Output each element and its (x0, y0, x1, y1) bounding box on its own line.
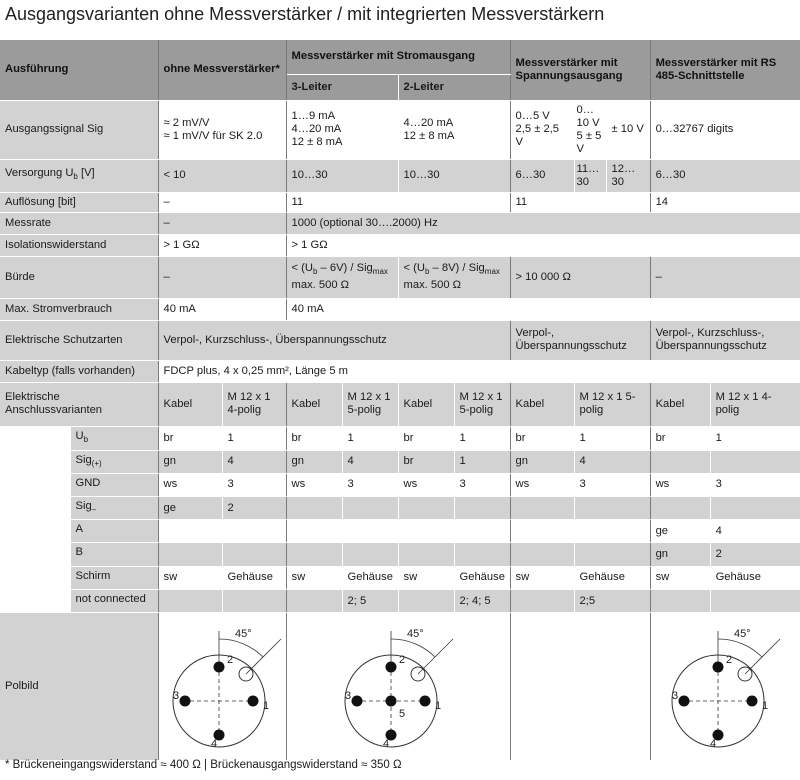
header-ausfuehrung: Ausführung (0, 40, 158, 100)
header-strom-2: 2-Leiter (398, 74, 510, 100)
isolation-rest: > 1 GΩ (286, 234, 800, 256)
aufloesung-sp: 11 (510, 192, 650, 212)
pin-cell: ws (286, 473, 342, 496)
pin-cell: gn (158, 450, 222, 473)
pin-cell: br (158, 426, 222, 450)
pin-cell (454, 520, 510, 543)
pin-cell (510, 496, 574, 519)
row-stromverbrauch (0, 298, 800, 320)
pin-4-label: 4 (710, 737, 717, 750)
kabeltyp-value: FDCP plus, 4 x 0,25 mm², Länge 5 m (158, 360, 800, 382)
messrate-rest: 1000 (optional 30….2000) Hz (286, 212, 800, 234)
pin-1-label: 1 (762, 699, 769, 712)
anschluss-h1: M 12 x 1 4-polig (222, 382, 286, 426)
pin-row (0, 450, 800, 473)
label-kabeltyp: Kabeltyp (falls vorhanden) (0, 360, 158, 382)
pin-cell: Gehäuse (574, 566, 650, 589)
pin-cell: br (510, 426, 574, 450)
stromverbrauch-ohne: 40 mA (158, 298, 286, 320)
pin-2-label: 2 (226, 653, 233, 666)
pin-row (0, 543, 800, 566)
pin-cell (574, 520, 650, 543)
label-buerde: Bürde (0, 256, 158, 298)
pin-cell: 1 (454, 450, 510, 473)
pin-cell: 4 (342, 450, 398, 473)
pin-label: Sig$_{(+)}$ (70, 450, 158, 473)
pin-assignment-rows (0, 426, 800, 613)
pin-cell: sw (158, 566, 222, 589)
pin-cell (510, 543, 574, 566)
pin-3-dot (179, 695, 190, 706)
pin-cell (286, 543, 342, 566)
pin-cell: 3 (222, 473, 286, 496)
pin-cell: 4 (574, 450, 650, 473)
header-spannung: Messverstärker mit Spannungsausgang (510, 40, 650, 100)
pin-3-label: 3 (172, 689, 179, 702)
pin-row (0, 589, 800, 612)
anschluss-h7: M 12 x 1 5-polig (574, 382, 650, 426)
pin-cell (510, 520, 574, 543)
pin-row-spacer (0, 496, 70, 519)
pin-cell: 2;5 (574, 589, 650, 612)
polbild-strom (286, 613, 510, 761)
pin-cell: gn (286, 450, 342, 473)
label-aufloesung: Auflösung [bit] (0, 192, 158, 212)
pin-cell: 3 (454, 473, 510, 496)
row-aufloesung (0, 192, 800, 212)
ausgangssignal-rs: 0…32767 digits (650, 100, 800, 159)
versorgung-sp1: 6…30 (510, 159, 574, 192)
pin-row (0, 566, 800, 589)
pin-cell (342, 496, 398, 519)
pin-cell (342, 520, 398, 543)
pin-cell: 4 (222, 450, 286, 473)
row-ausgangssignal (0, 100, 800, 159)
header-rs485: Messverstärker mit RS 485-Schnittstelle (650, 40, 800, 100)
pin-2-label: 2 (726, 653, 733, 666)
ausgangssignal-sp3: ± 10 V (606, 100, 650, 159)
label-anschluss: Elektrische Anschlussvarianten (0, 382, 158, 426)
pin-row-spacer (0, 589, 70, 612)
connector-4pin-diagram (164, 617, 287, 757)
pin-cell: 1 (710, 426, 800, 450)
pin-1-dot (420, 695, 431, 706)
pin-cell: 3 (710, 473, 800, 496)
header-ohne: ohne Messverstärker* (158, 40, 286, 100)
pin-cell (510, 589, 574, 612)
pin-cell (222, 589, 286, 612)
pin-3-label: 3 (672, 689, 679, 702)
pin-cell: sw (510, 566, 574, 589)
versorgung-rs: 6…30 (650, 159, 800, 192)
anschluss-h3: M 12 x 1 5-polig (342, 382, 398, 426)
pin-cell: sw (650, 566, 710, 589)
pin-cell: ws (158, 473, 222, 496)
pin-cell: 1 (454, 426, 510, 450)
anschluss-h9: M 12 x 1 4-polig (710, 382, 800, 426)
pin-cell: ws (398, 473, 454, 496)
stromverbrauch-rest: 40 mA (286, 298, 800, 320)
pin-row-spacer (0, 450, 70, 473)
pin-3-label: 3 (345, 689, 352, 702)
connector-4pin-diagram-rs (663, 617, 787, 757)
pin-1-label: 1 (435, 699, 442, 712)
messrate-ohne: – (158, 212, 286, 234)
row-polbild (0, 613, 800, 761)
pin-cell: ge (158, 496, 222, 519)
connector-5pin-diagram (336, 617, 460, 757)
anschluss-h4: Kabel (398, 382, 454, 426)
pin-cell (286, 520, 342, 543)
anschluss-h6: Kabel (510, 382, 574, 426)
aufloesung-rs: 14 (650, 192, 800, 212)
pin-label: GND (70, 473, 158, 496)
row-versorgung (0, 159, 800, 192)
pin-label: $U_b$ (70, 426, 158, 450)
pin-2-dot (713, 661, 724, 672)
pin-cell: 3 (574, 473, 650, 496)
pin-label: not connected (70, 589, 158, 612)
pin-row-spacer (0, 520, 70, 543)
pin-cell: br (398, 426, 454, 450)
pin-label: B (70, 543, 158, 566)
pin-3-dot (352, 695, 363, 706)
pin-5-label: 5 (399, 707, 406, 720)
ausgangssignal-sp1: 0…5 V 2,5 ± 2,5 V (510, 100, 574, 159)
pin-cell: 2 (710, 543, 800, 566)
pin-cell (574, 496, 650, 519)
pin-row-spacer (0, 543, 70, 566)
pin-cell (158, 543, 222, 566)
pin-cell: ws (510, 473, 574, 496)
aufloesung-ohne: – (158, 192, 286, 212)
pin-2-label: 2 (399, 653, 406, 666)
label-polbild: Polbild (0, 613, 158, 761)
pin-cell (398, 496, 454, 519)
pin-cell (710, 589, 800, 612)
pin-label: A (70, 520, 158, 543)
pin-cell (222, 543, 286, 566)
page-title: Ausgangsvarianten ohne Messverstärker / mit integrierten Messverstärkern (5, 4, 605, 24)
label-schutz: Elektrische Schutzarten (0, 320, 158, 360)
pin-1-label: 1 (262, 699, 269, 712)
pin-3-dot (679, 695, 690, 706)
polbild-spannung (510, 613, 650, 761)
buerde-rs: – (650, 256, 800, 298)
pin-label: Schirm (70, 566, 158, 589)
header-strom-3: 3-Leiter (286, 74, 398, 100)
header-row (0, 40, 800, 74)
angle-guide (418, 639, 453, 674)
pin-cell: Gehäuse (342, 566, 398, 589)
pin-cell (398, 543, 454, 566)
pin-row-spacer (0, 426, 70, 450)
angle-guide (246, 639, 281, 674)
pin-cell: Gehäuse (454, 566, 510, 589)
isolation-ohne: > 1 GΩ (158, 234, 286, 256)
pin-cell (574, 543, 650, 566)
pin-cell: 2; 5 (342, 589, 398, 612)
footnote: * Brückeneingangswiderstand ≈ 400 Ω | Brückenausgangswiderstand ≈ 350 Ω (5, 759, 402, 771)
pin-cell: br (650, 426, 710, 450)
anschluss-h2: Kabel (286, 382, 342, 426)
pin-cell: sw (286, 566, 342, 589)
header-strom: Messverstärker mit Stromausgang (286, 40, 510, 74)
schutz-left: Verpol-, Kurzschluss-, Überspannungsschutz (158, 320, 510, 360)
buerde-sp: > 10 000 Ω (510, 256, 650, 298)
schutz-sp: Verpol-, Überspannungsschutz (510, 320, 650, 360)
pin-4-label: 4 (210, 737, 217, 750)
anschluss-h0: Kabel (158, 382, 222, 426)
aufloesung-strom: 11 (286, 192, 510, 212)
label-messrate: Messrate (0, 212, 158, 234)
pin-cell (398, 520, 454, 543)
pin-cell: 2; 4; 5 (454, 589, 510, 612)
label-isolation: Isolationswiderstand (0, 234, 158, 256)
pin-row-spacer (0, 473, 70, 496)
pin-row (0, 496, 800, 519)
pin-4-label: 4 (383, 737, 390, 750)
pin-5-dot (386, 695, 397, 706)
pin-cell (286, 496, 342, 519)
pin-cell: sw (398, 566, 454, 589)
pin-cell: 3 (342, 473, 398, 496)
pin-cell: 1 (342, 426, 398, 450)
versorgung-strom3: 10…30 (286, 159, 398, 192)
pin-cell: ge (650, 520, 710, 543)
pin-2-dot (213, 661, 224, 672)
label-ausgangssignal: Ausgangssignal Sig (0, 100, 158, 159)
pin-cell (454, 496, 510, 519)
row-kabeltyp (0, 360, 800, 382)
anschluss-h5: M 12 x 1 5-polig (454, 382, 510, 426)
pin-1-dot (247, 695, 258, 706)
pin-cell (650, 496, 710, 519)
label-versorgung: Versorgung $U_b$ [V] (0, 159, 158, 192)
pin-cell (342, 543, 398, 566)
versorgung-ohne: < 10 (158, 159, 286, 192)
pin-cell (710, 496, 800, 519)
buerde-strom2: < $(U_b - 8V) / Sig_{max}$ max. 500 Ω (398, 256, 510, 298)
anschluss-h8: Kabel (650, 382, 710, 426)
angle-label: 45° (407, 627, 424, 640)
ausgangssignal-sp2: 0…10 V 5 ± 5 V (574, 100, 606, 159)
pin-cell: 2 (222, 496, 286, 519)
pin-cell: ws (650, 473, 710, 496)
angle-arc (391, 639, 435, 657)
pin-cell (286, 589, 342, 612)
pin-label: Sig$_-$ (70, 496, 158, 519)
pin-cell: gn (510, 450, 574, 473)
pin-cell: br (398, 450, 454, 473)
pin-cell (650, 450, 710, 473)
pin-row (0, 473, 800, 496)
angle-arc (219, 639, 263, 657)
label-stromverbrauch: Max. Stromverbrauch (0, 298, 158, 320)
row-schutz (0, 320, 800, 360)
versorgung-sp3: 12…30 (606, 159, 650, 192)
buerde-strom3: < $(U_b - 6V) / Sig_{max}$ max. 500 Ω (286, 256, 398, 298)
pin-cell (650, 589, 710, 612)
angle-label: 45° (234, 627, 252, 640)
pin-row-spacer (0, 566, 70, 589)
output-variants-table (0, 40, 800, 761)
pin-2-dot (386, 661, 397, 672)
ausgangssignal-strom2: 4…20 mA 12 ± 8 mA (398, 100, 510, 159)
versorgung-sp2: 11…30 (574, 159, 606, 192)
pin-1-dot (747, 695, 758, 706)
pin-row (0, 520, 800, 543)
pin-cell (710, 450, 800, 473)
angle-guide (745, 639, 780, 674)
polbild-rs (650, 613, 800, 761)
pin-cell: 1 (574, 426, 650, 450)
row-buerde (0, 256, 800, 298)
pin-cell: Gehäuse (222, 566, 286, 589)
pin-cell (222, 520, 286, 543)
polbild-ohne (158, 613, 286, 761)
ausgangssignal-ohne: ≈ 2 mV/V ≈ 1 mV/V für SK 2.0 (158, 100, 286, 159)
pin-cell: gn (650, 543, 710, 566)
angle-arc (718, 639, 762, 657)
pin-cell: Gehäuse (710, 566, 800, 589)
pin-cell (398, 589, 454, 612)
angle-label: 45° (734, 627, 751, 640)
buerde-ohne: – (158, 256, 286, 298)
pin-row (0, 426, 800, 450)
ausgangssignal-strom3: 1…9 mA 4…20 mA 12 ± 8 mA (286, 100, 398, 159)
row-isolation (0, 234, 800, 256)
pin-cell: br (286, 426, 342, 450)
pin-cell (454, 543, 510, 566)
pin-cell (158, 589, 222, 612)
pin-cell: 1 (222, 426, 286, 450)
pin-cell: 4 (710, 520, 800, 543)
pin-cell (158, 520, 222, 543)
row-messrate (0, 212, 800, 234)
row-anschluss-header (0, 382, 800, 426)
versorgung-strom2: 10…30 (398, 159, 510, 192)
schutz-rs: Verpol-, Kurzschluss-, Überspannungsschutz (650, 320, 800, 360)
